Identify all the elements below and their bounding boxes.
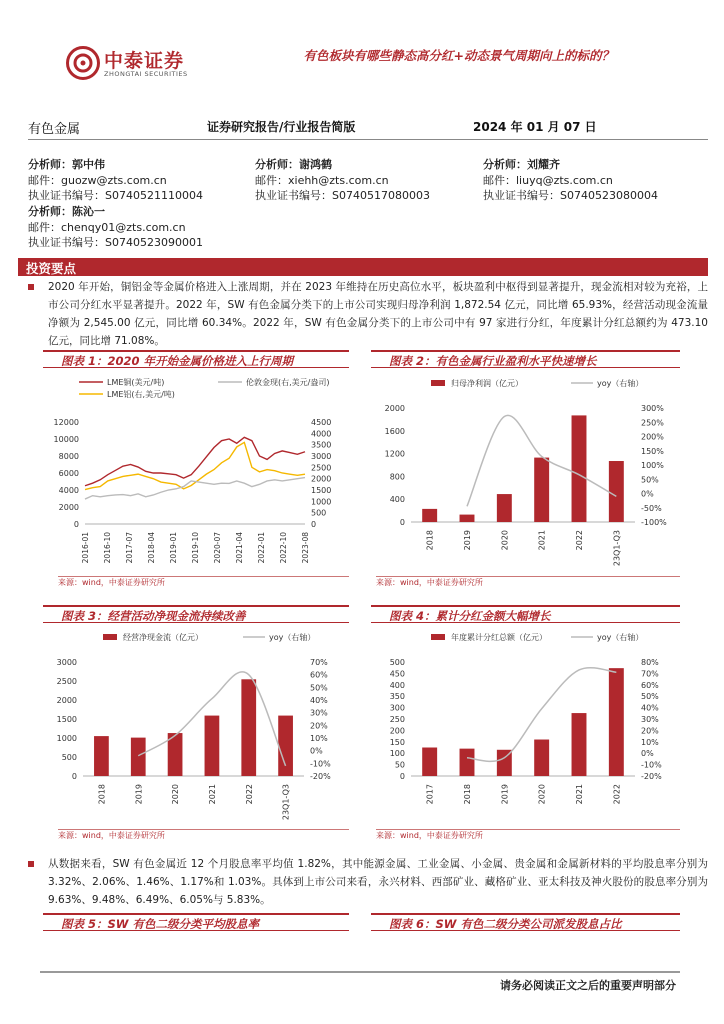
company-logo-english: ZHONGTAI SECURITIES [104, 70, 188, 78]
aluminum-line [85, 442, 305, 489]
report-title: 有色板块有哪些静态高分红+动态景气周期向上的标的？ [303, 48, 614, 63]
y-tick-right: 30% [641, 715, 659, 724]
x-tick-label: 2022 [244, 784, 254, 805]
y-tick-left: 10000 [53, 435, 79, 444]
bar [609, 668, 624, 776]
bar [609, 461, 624, 522]
analyst-email[interactable]: xiehh@zts.com.cn [288, 173, 389, 187]
y-tick-left: 0 [399, 518, 405, 527]
analyst-block-2: 分析师：谢鸿鹤 邮件：xiehh@zts.com.cn 执业证书编号：S0740517080003 [255, 158, 430, 202]
y-tick-right: 250% [641, 418, 664, 428]
y-tick-right: 3500 [311, 440, 332, 450]
x-tick-label: 2022 [575, 530, 584, 551]
section-header: 投资要点 [18, 258, 708, 276]
x-tick-label: 2017-07 [125, 532, 134, 564]
bar [241, 679, 256, 776]
x-tick-label: 2018-04 [147, 532, 156, 564]
y-tick-left: 400 [389, 495, 405, 505]
bar [205, 716, 220, 776]
x-tick-label: 2016-10 [103, 532, 112, 564]
y-tick-right: -10% [310, 759, 331, 769]
analyst-email[interactable]: guozw@zts.com.cn [61, 173, 167, 187]
legend-line-label: yoy（右轴） [597, 379, 644, 388]
y-tick-right: 0% [641, 489, 654, 499]
y-tick-left: 2000 [58, 503, 79, 512]
y-tick-left: 0 [73, 520, 79, 529]
legend-bar-swatch [103, 634, 117, 640]
x-tick-label: 23Q1-Q3 [612, 530, 622, 567]
y-tick-left: 500 [61, 753, 77, 762]
legend-bar-label: 年度累计分红总额（亿元） [451, 633, 547, 642]
figure-6-title: 图表 6：SW 有色二级分类公司派发股息占比 [371, 913, 680, 931]
analyst-block-4: 分析师：陈沁一 邮件：chenqy01@zts.com.cn 执业证书编号：S0740523090001 [28, 205, 203, 249]
analyst-email[interactable]: liuyq@zts.com.cn [516, 173, 613, 187]
y-tick-right: -10% [641, 760, 662, 770]
y-tick-right: 70% [641, 669, 659, 679]
y-tick-left: 350 [389, 692, 405, 702]
y-tick-left: 0 [71, 772, 77, 781]
y-tick-right: 2500 [311, 463, 332, 473]
y-tick-left: 100 [389, 749, 405, 759]
legend-bar-label: 经营净现金流（亿元） [123, 633, 203, 642]
figure-4-chart [371, 626, 680, 826]
x-tick-label: 2021-04 [235, 532, 244, 564]
y-tick-right: 500 [311, 508, 327, 518]
y-tick-right: 0% [310, 746, 323, 756]
report-type: 证券研究报告/行业报告简版 [207, 120, 356, 134]
x-tick-label: 2019 [134, 784, 144, 805]
analyst-block-1: 分析师：郭中伟 邮件：guozw@zts.com.cn 执业证书编号：S0740521110004 [28, 158, 203, 202]
y-tick-right: 300% [641, 404, 664, 413]
y-tick-left: 500 [389, 658, 405, 667]
y-tick-right: 60% [310, 670, 328, 680]
y-tick-right: 150% [641, 446, 664, 456]
x-tick-label: 2018 [97, 784, 107, 805]
bar [572, 415, 587, 522]
bar [422, 509, 437, 522]
bar [278, 716, 293, 776]
figure-4-title: 图表 4：累计分红金额大幅增长 [371, 605, 680, 623]
figure-4-source: 来源：wind，中泰证券研究所 [376, 829, 680, 841]
y-tick-left: 12000 [53, 418, 79, 427]
x-tick-label: 2019 [500, 784, 510, 805]
y-tick-left: 2000 [56, 696, 77, 705]
y-tick-right: 3000 [311, 452, 332, 461]
x-tick-label: 2022-01 [257, 532, 266, 564]
y-tick-left: 450 [389, 669, 405, 679]
y-tick-right: 50% [641, 692, 659, 702]
y-tick-left: 2000 [384, 404, 405, 413]
y-tick-right: 60% [641, 680, 659, 690]
x-tick-label: 2020 [537, 784, 547, 805]
y-tick-right: 10% [641, 737, 659, 747]
y-tick-right: 20% [310, 721, 328, 731]
footer-divider [40, 971, 680, 973]
y-tick-left: 2500 [56, 677, 77, 686]
x-tick-label: 2022 [612, 784, 622, 805]
footer-disclaimer: 请务必阅读正文之后的重要声明部分 [500, 979, 676, 992]
y-tick-right: -20% [641, 772, 662, 781]
legend-line-label: yoy（右轴） [597, 633, 644, 642]
gold-line [85, 478, 305, 500]
y-tick-left: 400 [389, 680, 405, 690]
legend-bar-swatch [431, 380, 445, 386]
bar [460, 515, 475, 522]
bullet-icon [28, 284, 34, 290]
figure-3-source: 来源：wind，中泰证券研究所 [58, 829, 349, 841]
y-tick-left: 1200 [384, 449, 405, 459]
x-tick-label: 2020 [500, 530, 510, 551]
y-tick-right: 40% [310, 696, 328, 705]
y-tick-right: 1500 [311, 486, 332, 495]
y-tick-left: 8000 [58, 452, 79, 461]
y-tick-right: 40% [641, 703, 659, 713]
y-tick-left: 150 [389, 737, 405, 747]
y-tick-left: 800 [389, 472, 405, 482]
x-tick-label: 2017 [425, 784, 435, 805]
y-tick-right: 0% [641, 749, 654, 759]
y-tick-right: 1000 [311, 497, 332, 507]
x-tick-label: 2021 [575, 784, 584, 805]
legend-aluminum-label: LME铝(右,美元/吨) [107, 390, 175, 399]
x-tick-label: 2018 [425, 530, 435, 551]
y-tick-left: 250 [389, 715, 405, 724]
y-tick-right: 30% [310, 708, 328, 718]
legend-copper-label: LME铜(美元/吨) [107, 378, 165, 387]
y-tick-right: 4500 [311, 418, 332, 427]
y-tick-left: 300 [389, 703, 405, 713]
figure-1-source: 来源：wind，中泰证券研究所 [58, 576, 349, 588]
report-date: 2024 年 01 月 07 日 [473, 120, 597, 134]
legend-bar-swatch [431, 634, 445, 640]
figure-3-title: 图表 3：经营活动净现金流持续改善 [43, 605, 349, 623]
y-tick-right: 50% [641, 475, 659, 485]
figure-2-chart [371, 372, 680, 572]
y-tick-right: 4000 [311, 429, 332, 439]
y-tick-right: 200% [641, 432, 664, 442]
x-tick-label: 2018 [463, 784, 472, 805]
x-tick-label: 2020-07 [213, 532, 222, 564]
y-tick-right: 2000 [311, 474, 332, 484]
x-tick-label: 2022-10 [279, 532, 288, 564]
y-tick-right: 80% [641, 658, 659, 667]
y-tick-left: 50 [394, 760, 405, 770]
analyst-email[interactable]: chenqy01@zts.com.cn [61, 220, 186, 234]
legend-bar-label: 归母净利润（亿元） [451, 379, 523, 388]
bar [572, 713, 587, 776]
y-tick-right: -20% [310, 772, 331, 781]
sector-label: 有色金属 [28, 122, 81, 137]
figure-5-title: 图表 5：SW 有色二级分类平均股息率 [43, 913, 349, 931]
y-tick-left: 1600 [384, 426, 405, 436]
bar [131, 738, 146, 776]
company-logo-text: 中泰证券 [104, 50, 185, 72]
figure-2-source: 来源：wind，中泰证券研究所 [376, 576, 680, 588]
company-logo-mark [66, 46, 100, 80]
legend-gold-label: 伦敦金现(右,美元/盎司) [246, 378, 330, 387]
figure-2-title: 图表 2：有色金属行业盈利水平快速增长 [371, 350, 680, 368]
x-tick-label: 2021 [207, 784, 217, 805]
y-tick-right: -100% [641, 518, 667, 527]
y-tick-right: 70% [310, 658, 328, 667]
analyst-block-3: 分析师：刘耀齐 邮件：liuyq@zts.com.cn 执业证书编号：S0740523080004 [483, 158, 658, 202]
y-tick-left: 3000 [56, 658, 77, 667]
figure-3-chart [43, 626, 349, 826]
y-tick-right: 50% [310, 683, 328, 693]
x-tick-label: 23Q1-Q3 [281, 784, 291, 821]
bar [422, 748, 437, 777]
x-tick-label: 2019 [463, 530, 472, 551]
header-divider [28, 139, 708, 140]
y-tick-right: 20% [641, 726, 659, 736]
paragraph-dividend: 从数据来看，SW 有色金属近 12 个月股息率平均值 1.82%，其中能源金属、工业金属、小金属、贵金属和金属新材料的平均股息率分别为 3.32%、2.06%、1.46%、1.17%和 1.03%。具体到上市公司来看，永兴材料、西部矿业、藏格矿业、亚太科技及神火股份的股息率分别为 9.63%、9.48%、6.49%、6.05%与 5.83%。 [28, 855, 708, 909]
y-tick-left: 0 [399, 772, 405, 781]
y-tick-left: 4000 [58, 486, 79, 495]
x-tick-label: 2023-08 [301, 532, 310, 564]
x-tick-label: 2019-10 [191, 532, 200, 564]
y-tick-right: 100% [641, 461, 664, 470]
x-tick-label: 2021 [537, 530, 547, 551]
y-tick-left: 1500 [56, 715, 77, 724]
bullet-icon [28, 861, 34, 867]
bar [94, 736, 109, 776]
y-tick-left: 1000 [56, 734, 77, 743]
y-tick-right: -50% [641, 503, 662, 513]
figure-1-title: 图表 1：2020 年开始金属价格进入上行周期 [43, 350, 349, 368]
bar [534, 458, 549, 522]
legend-line-label: yoy（右轴） [269, 633, 316, 642]
y-tick-right: 0 [311, 520, 317, 529]
bar [534, 740, 549, 776]
paragraph-summary: 2020 年开始，铜铝金等金属价格进入上涨周期，并在 2023 年维持在历史高位水平，板块盈利中枢得到显著提升，现金流相对较为充裕，上市公司分红水平显著提升。2022 年，SW 有色金属分类下的上市公司实现归母净利润 1,872.54 亿元，同比增 65.93%，经营活动现金流量净额为 2,545.00 亿元，同比增 60.34%。2022 年，SW 有色金属分类下的上市公司中有 97 家进行分红，年度累计分红总额约为 473.10 亿元，同比增 71.08%。 [28, 278, 708, 350]
y-tick-left: 200 [389, 726, 405, 736]
bar [460, 749, 475, 776]
y-tick-left: 6000 [58, 469, 79, 478]
y-tick-right: 10% [310, 734, 328, 743]
bar [497, 494, 512, 522]
x-tick-label: 2019-01 [169, 532, 178, 564]
x-tick-label: 2016-01 [81, 532, 90, 564]
figure-1-chart [43, 372, 349, 572]
x-tick-label: 2020 [171, 784, 181, 805]
